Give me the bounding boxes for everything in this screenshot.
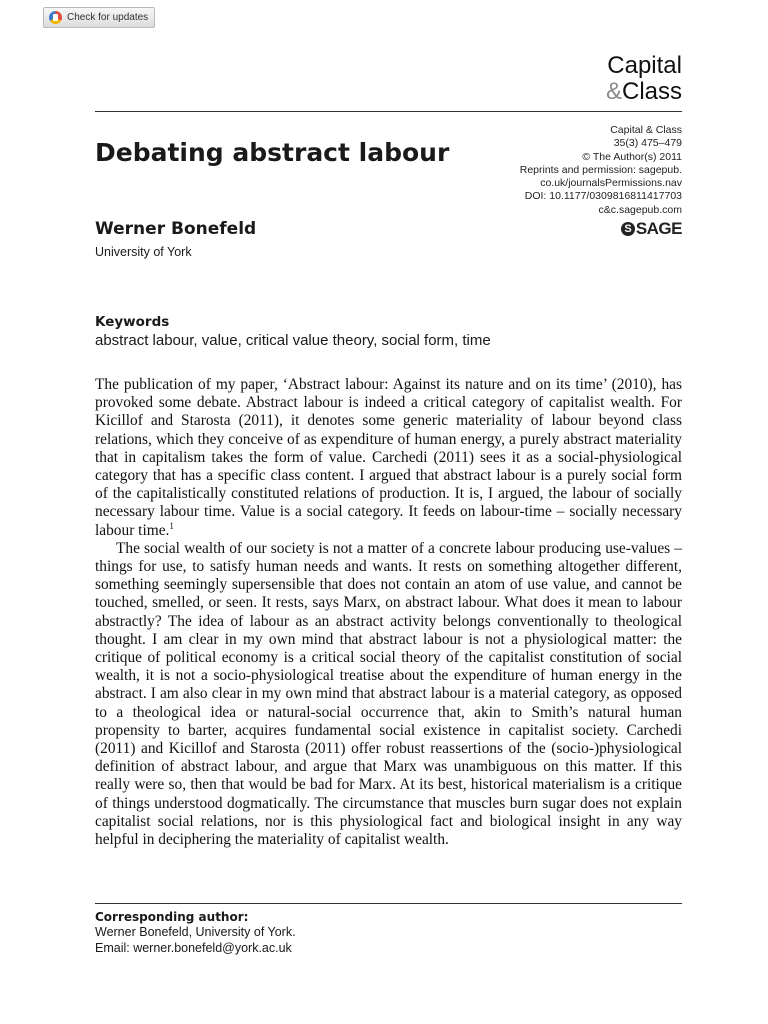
corresponding-author: [95, 910, 296, 956]
meta-copyright: © The Author(s) 2011: [582, 150, 682, 163]
check-for-updates-label: Check for updates: [67, 12, 149, 23]
publisher-name: SAGE: [635, 219, 682, 238]
crossmark-icon: [49, 11, 62, 24]
footer-divider: [95, 903, 682, 904]
meta-reprints: Reprints and permission: sagepub.: [519, 163, 682, 176]
journal-logo: [606, 53, 682, 105]
header-divider: [95, 111, 682, 112]
author-name: Werner Bonefeld: [95, 219, 257, 239]
corresponding-author-email[interactable]: Email: werner.bonefeld@york.ac.uk: [95, 940, 292, 955]
check-for-updates-button[interactable]: [43, 7, 155, 28]
keywords-heading: Keywords: [95, 314, 170, 330]
journal-logo-line2-text: Class: [621, 78, 682, 105]
meta-website[interactable]: c&c.sagepub.com: [598, 203, 682, 216]
corresponding-author-heading: Corresponding author:: [95, 910, 249, 924]
journal-logo-ampersand: &: [605, 78, 622, 105]
body-paragraph-1: [95, 376, 682, 540]
body-paragraph-1-text: The publication of my paper, ‘Abstract labour: Against its nature and on its time’ (2010), has provoked some debate. Abstract labour is indeed a critical category of capitalist wealth. For Kicillof and Starosta (2011), it denotes some generic materiality of labour beyond class relations, which they conceive of as expenditure of human energy, a purely abstract materiality that in capitalism takes the form of value. Carchedi (2011) sees it as a social-physiological category that has a specific class content. I argued that abstract labour is a purely social form of the capitalistically constituted relations of production. It is, I argued, the labour of socially necessary labour time. Value is a social category. It feeds on labour-time – socially necessary labour time.: [95, 376, 682, 539]
footnote-ref-1[interactable]: 1: [169, 520, 174, 531]
journal-logo-line1: Capital: [607, 52, 682, 79]
meta-doi[interactable]: DOI: 10.1177/0309816811417703: [524, 190, 682, 203]
keywords-list: abstract labour, value, critical value theory, social form, time: [95, 332, 491, 349]
body-paragraph-2: The social wealth of our society is not a matter of a concrete labour producing use-values – things for use, to satisfy human needs and wants. It rests on something altogether different, something seemingly supersensible that does not contain an atom of use value, and cannot be touched, smelled, or seen. It rests, says Marx, on abstract labour. What does it mean to labour abstractly? The idea of labour as an abstract activity belongs conventionally to theological thought. I am clear in my own mind that abstract labour is not a physiological matter: the critique of political economy is a critical social theory of the capitalist constitution of social wealth, it is not a socio-physiological treatise about the expenditure of human energy in the abstract. I am also clear in my own mind that abstract labour is a material category, as opposed to a theological idea or natural-social occurrence that, akin to Smith’s natural human propensity to barter, acquires fundamental social existence in capitalist society. Carchedi (2011) and Kicillof and Starosta (2011) offer robust reassertions of the (socio-)physiological definition of abstract labour, and argue that Marx was unambiguous on this matter. If this really were so, then that would be bad for Marx. At its best, historical materialism is a critique of things understood dogmatically. The circumstance that muscles burn sugar does not explain capitalist social relations, nor is this physiological fact and biological insight in any way helpful in deciphering the materiality of capitalist wealth.: [95, 539, 682, 849]
corresponding-author-affiliation: Werner Bonefeld, University of York.: [95, 925, 296, 940]
meta-permissions-link[interactable]: co.uk/journalsPermissions.nav: [540, 177, 682, 190]
meta-volume: 35(3) 475–479: [613, 137, 682, 150]
journal-logo-line2: [606, 79, 682, 105]
meta-journal: Capital & Class: [610, 124, 682, 136]
publication-metadata: [520, 124, 682, 217]
author-affiliation: University of York: [95, 245, 192, 259]
article-title: Debating abstract labour: [95, 138, 450, 167]
article-body: [95, 376, 682, 849]
sage-logo-icon: S: [621, 222, 635, 236]
publisher-logo: [621, 219, 682, 239]
